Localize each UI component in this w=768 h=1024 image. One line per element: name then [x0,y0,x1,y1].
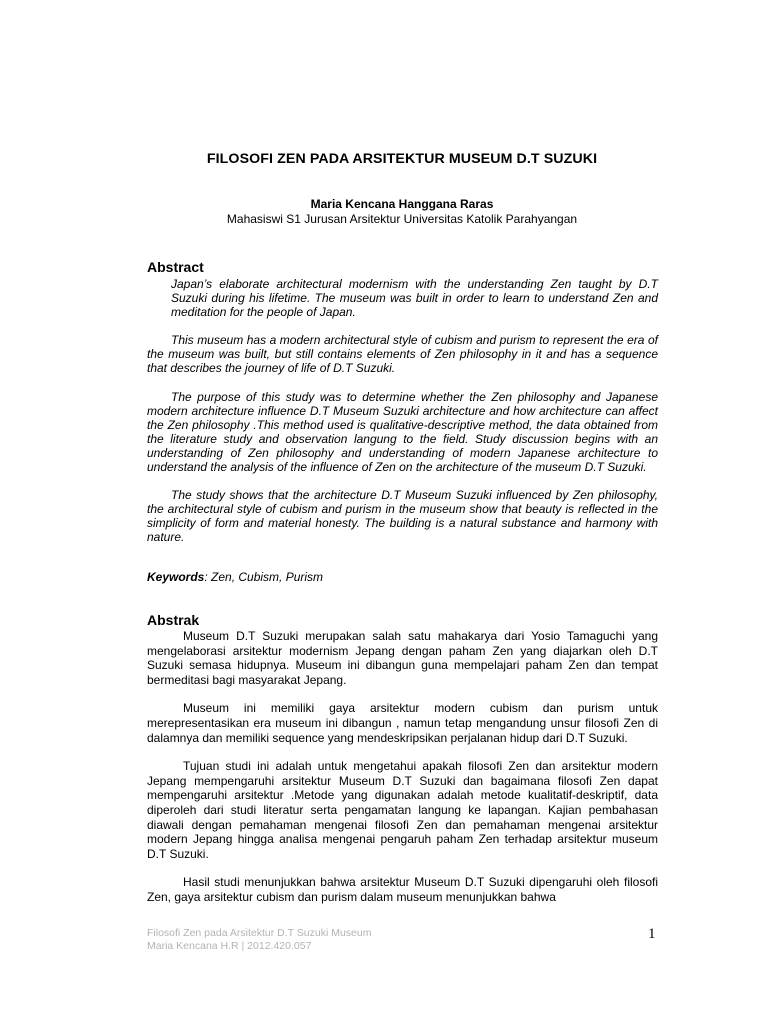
page-number: 1 [648,926,656,942]
abstrak-paragraph: Tujuan studi ini adalah untuk mengetahui apakah filosofi Zen dan arsitektur modern Jepang mempengaruhi arsitektur Museum D.T Suzuki dan bagaimana filosofi Zen dapat mempengaruhi arsitektur .Metode yang digunakan adalah metode kualitatif-deskriptif, data diperoleh dari studi literatur serta pengamatan langung ke lapangan. Kajian pembahasan diawali dengan pemahaman mengenai filosofi Zen dan pemahaman mengenai arsitektur modern Jepang hingga analisa mengenai pengaruh paham Zen terhadap arsitektur museum D.T Suzuki. [147,759,658,861]
author-name: Maria Kencana Hanggana Raras [310,197,494,211]
abstrak-paragraph: Museum ini memiliki gaya arsitektur modern cubism dan purism untuk merepresentasikan era museum ini dibangun , namun tetap mengandung unsur filosofi Zen di dalamnya dan memiliki sequence yang mendeskripsikan perjalanan hidup dari D.T Suzuki. [147,701,658,745]
paper-title: FILOSOFI ZEN PADA ARSITEKTUR MUSEUM D.T SUZUKI [206,151,598,167]
abstrak-body [147,629,658,919]
keywords-label: Keywords [147,570,205,584]
abstrak-paragraph: Hasil studi menunjukkan bahwa arsitektur Museum D.T Suzuki dipengaruhi oleh filosofi Zen, gaya arsitektur cubism dan purism dalam museum menunjukkan bahwa [147,875,658,904]
footer-author: Maria Kencana H.R | 2012.420.057 [147,940,312,952]
keywords-value: : Zen, Cubism, Purism [204,570,324,584]
keywords [147,570,658,584]
author-affiliation: Mahasiswi S1 Jurusan Arsitektur Universitas Katolik Parahyangan [226,212,578,226]
abstract-paragraph: The study shows that the architecture D.T Museum Suzuki influenced by Zen philosophy, the architectural style of cubism and purism in the museum show that beauty is reflected in the simplicity of form and material honesty. The building is a natural substance and harmony with nature. [147,488,658,545]
abstract-paragraph: Japan’s elaborate architectural modernism with the understanding Zen taught by D.T Suzuki during his lifetime. The museum was built in order to learn to understand Zen and meditation for the people of Japan. [171,277,658,320]
page-footer [147,927,371,953]
abstrak-heading: Abstrak [147,612,200,628]
abstract-body [147,277,658,559]
abstract-heading: Abstract [147,259,204,275]
abstract-paragraph: The purpose of this study was to determine whether the Zen philosophy and Japanese modern architecture influence D.T Museum Suzuki architecture and how architecture can affect the Zen philosophy .This method used is qualitative-descriptive method, the data obtained from the literature study and observation langung to the field. Study discussion begins with an understanding of Zen philosophy and understanding of modern Japanese architecture to understand the analysis of the influence of Zen on the architecture of the museum D.T Suzuki. [147,389,658,475]
abstrak-paragraph: Museum D.T Suzuki merupakan salah satu mahakarya dari Yosio Tamaguchi yang mengelaborasi arsitektur modernism Jepang dengan paham Zen yang diajarkan oleh D.T Suzuki semasa hidupnya. Museum ini dibangun guna mempelajari paham Zen dan tempat bermeditasi bagi masyarakat Jepang. [147,629,658,687]
footer-title: Filosofi Zen pada Arsitektur D.T Suzuki Museum [147,927,372,939]
abstract-paragraph: This museum has a modern architectural style of cubism and purism to represent the era of the museum was built, but still contains elements of Zen philosophy in it and has a sequence that describes the journey of life of D.T Suzuki. [147,333,658,376]
